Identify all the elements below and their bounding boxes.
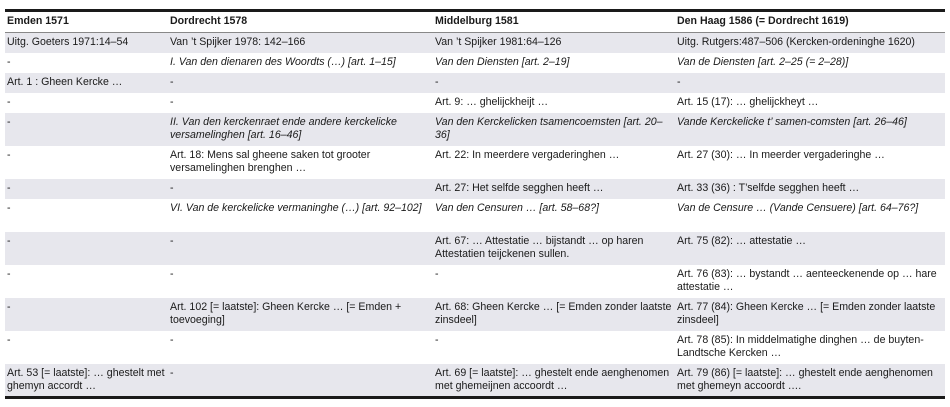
cell-dordrecht: -: [168, 265, 433, 298]
cell-emden: -: [5, 113, 168, 146]
table-row: [5, 93, 945, 113]
table-row: [5, 53, 945, 73]
cell-dordrecht: II. Van den kerckenraet ende andere kerckelicke versamelinghen [art. 16–46]: [168, 113, 433, 146]
cell-den-haag: Art. 75 (82): … attestatie …: [675, 232, 945, 265]
cell-middelburg: Art. 27: Het selfde segghen heeft …: [433, 179, 675, 199]
cell-middelburg: Art. 22: In meerdere vergaderinghen …: [433, 146, 675, 179]
cell-dordrecht: Van ’t Spijker 1978: 142–166: [168, 33, 433, 53]
cell-middelburg: -: [433, 73, 675, 93]
header-row: [5, 11, 945, 33]
cell-middelburg: Art. 68: Gheen Kercke … [= Emden zonder laatste zinsdeel]: [433, 298, 675, 331]
cell-dordrecht: -: [168, 93, 433, 113]
cell-emden: -: [5, 179, 168, 199]
cell-middelburg: Van den Diensten [art. 2–19]: [433, 53, 675, 73]
cell-dordrecht: Art. 18: Mens sal gheene saken tot grooter versamelinghen brenghen …: [168, 146, 433, 179]
cell-den-haag: -: [675, 73, 945, 93]
cell-dordrecht: I. Van den dienaren des Woordts (…) [art. 1–15]: [168, 53, 433, 73]
cell-emden: Art. 53 [= laatste]: … ghestelt met ghemyn accordt …: [5, 364, 168, 398]
table-row: [5, 364, 945, 398]
header-dordrecht: Dordrecht 1578: [168, 11, 433, 33]
cell-middelburg: Art. 67: … Attestatie … bijstandt … op haren Attestatien teijckenen sullen.: [433, 232, 675, 265]
header-emden: Emden 1571: [5, 11, 168, 33]
table-row: [5, 73, 945, 93]
table-row: [5, 298, 945, 331]
table-row: [5, 232, 945, 265]
cell-den-haag: Art. 79 (86) [= laatste]: … ghestelt ende aenghenomen met ghemeyn accoordt ….: [675, 364, 945, 398]
cell-emden: -: [5, 232, 168, 265]
cell-emden: -: [5, 199, 168, 232]
cell-emden: -: [5, 93, 168, 113]
cell-den-haag: Vande Kerckelicke t’ samen-comsten [art. 26–46]: [675, 113, 945, 146]
cell-middelburg: Art. 9: … ghelijckheijt …: [433, 93, 675, 113]
cell-den-haag: Art. 77 (84): Gheen Kercke … [= Emden zonder laatste zinsdeel]: [675, 298, 945, 331]
header-middelburg: Middelburg 1581: [433, 11, 675, 33]
cell-den-haag: Van de Censure … (Vande Censuere) [art. 64–76?]: [675, 199, 945, 232]
cell-middelburg: Van den Censuren … [art. 58–68?]: [433, 199, 675, 232]
cell-middelburg: -: [433, 331, 675, 364]
cell-emden: -: [5, 146, 168, 179]
cell-den-haag: Uitg. Rutgers:487–506 (Kercken-ordeninghe 1620): [675, 33, 945, 53]
table-row: [5, 33, 945, 53]
cell-dordrecht: -: [168, 232, 433, 265]
cell-dordrecht: -: [168, 73, 433, 93]
table-row: [5, 199, 945, 232]
cell-den-haag: Art. 78 (85): In middelmatighe dinghen … de buyten-Landtsche Kercken …: [675, 331, 945, 364]
church-order-comparison-table: [5, 9, 945, 399]
cell-middelburg: Van ’t Spijker 1981:64–126: [433, 33, 675, 53]
cell-middelburg: Art. 69 [= laatste]: … ghestelt ende aenghenomen met ghemeijnen accoordt …: [433, 364, 675, 398]
table-row: [5, 146, 945, 179]
cell-dordrecht: -: [168, 364, 433, 398]
cell-middelburg: Van den Kerckelicken tsamencoemsten [art. 20–36]: [433, 113, 675, 146]
cell-den-haag: Van de Diensten [art. 2–25 (= 2–28)]: [675, 53, 945, 73]
cell-den-haag: Art. 15 (17): … ghelijckheyt …: [675, 93, 945, 113]
cell-dordrecht: -: [168, 331, 433, 364]
cell-emden: Uitg. Goeters 1971:14–54: [5, 33, 168, 53]
cell-emden: -: [5, 331, 168, 364]
table-row: [5, 331, 945, 364]
cell-emden: -: [5, 53, 168, 73]
cell-emden: Art. 1 : Gheen Kercke …: [5, 73, 168, 93]
cell-dordrecht: Art. 102 [= laatste]: Gheen Kercke … [= Emden + toevoeging]: [168, 298, 433, 331]
cell-dordrecht: VI. Van de kerckelicke vermaninghe (…) [art. 92–102]: [168, 199, 433, 232]
cell-emden: -: [5, 298, 168, 331]
cell-den-haag: Art. 33 (36) : T’selfde segghen heeft …: [675, 179, 945, 199]
cell-dordrecht: -: [168, 179, 433, 199]
table-row: [5, 179, 945, 199]
table-row: [5, 113, 945, 146]
cell-den-haag: Art. 27 (30): … In meerder vergaderinghe …: [675, 146, 945, 179]
table-row: [5, 265, 945, 298]
cell-den-haag: Art. 76 (83): … bystandt … aenteeckenende op … hare attestatie …: [675, 265, 945, 298]
cell-middelburg: -: [433, 265, 675, 298]
header-den-haag: Den Haag 1586 (= Dordrecht 1619): [675, 11, 945, 33]
cell-emden: -: [5, 265, 168, 298]
